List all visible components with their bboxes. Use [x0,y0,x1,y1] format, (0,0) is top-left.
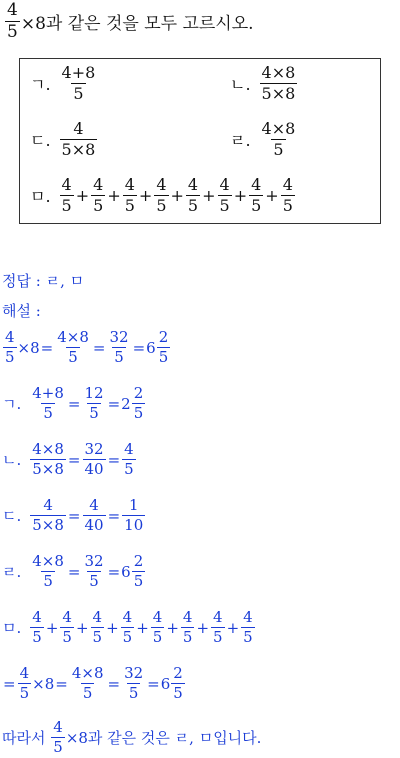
explanation-e-plus: + [226,618,240,637]
explanation-e-plus: + [136,618,149,637]
option-e-plus: + [107,186,121,205]
answer-line: 정답 : ㄹ, ㅁ [2,272,85,290]
option-e-plus: + [265,186,279,205]
explanation-e-term: $\frac{4}{5}$ [92,608,103,646]
explanation-b: ㄴ. $\frac{4\times 8}{5\times 8}$ = $\frac{32}{40}$ = $\frac{4}{5}$ [2,440,134,478]
explanation-e-term: $\frac{4}{5}$ [213,608,223,646]
question-suffix: ×8과 같은 것을 모두 고르시오. [20,14,254,34]
option-e-term: $\frac{4}{5}$ [93,175,104,215]
explanation-main: $\frac{4}{5}$ ×8 = $\frac{4\times 8}{5}$ = $\frac{32}{5}$ = 6 $\frac{2}{5}$ [5,328,169,366]
question-text [4,2,254,41]
explanation-e-plus: + [106,618,119,637]
explanation-e-term: $\frac{4}{5}$ [62,608,72,646]
explanation-e: ㅁ. $\frac{4}{5}$ + $\frac{4}{5}$ + $\frac{4}{5}$ + $\frac{4}{5}$ + $\frac{4}{5}$ + $\frac{4}{5}$ + $\frac{4}{5}$ + $\frac{4}{5}$ [2,608,253,646]
option-e-term: $\frac{4}{5}$ [124,175,135,215]
explanation-e-result: = $\frac{4}{5}$ ×8 = $\frac{4\times 8}{5}$ = $\frac{32}{5}$ = 6 $\frac{2}{5}$ [3,664,183,702]
options-box [19,58,381,224]
explanation-a: ㄱ. $\frac{4+8}{5}$ = $\frac{12}{5}$ = 2 $\frac{2}{5}$ [2,384,144,422]
question-fraction: $\frac{4}{5}$ [7,0,18,42]
option-e-term: $\frac{4}{5}$ [282,175,293,215]
explanation-e-term: $\frac{4}{5}$ [152,608,163,646]
explanation-d: ㄹ. $\frac{4\times 8}{5}$ = $\frac{32}{5}$ = 6 $\frac{2}{5}$ [2,552,144,590]
option-c: ㄷ. $\frac{4}{5\times 8}$ [30,119,96,159]
explanation-e-term: $\frac{4}{5}$ [243,608,253,646]
explanation-e-plus: + [75,618,89,637]
option-e-term: $\frac{4}{5}$ [251,175,262,215]
explanation-e-plus: + [166,618,179,637]
option-e-term: $\frac{4}{5}$ [187,175,199,215]
explanation-e-plus: + [45,618,59,637]
explanation-e-plus: + [196,618,210,637]
explanation-e-term: $\frac{4}{5}$ [182,608,193,646]
option-e-plus: + [170,186,184,205]
explanation-e-term: $\frac{4}{5}$ [32,608,42,646]
option-e-term: $\frac{4}{5}$ [219,175,230,215]
option-e-term: $\frac{4}{5}$ [156,175,167,215]
explanation-c: ㄷ. $\frac{4}{5\times 8}$ = $\frac{4}{40}$ = $\frac{1}{10}$ [2,496,144,534]
option-e-plus: + [138,186,153,205]
option-e-plus: + [75,186,90,205]
option-a: ㄱ. $\frac{4+8}{5}$ [30,63,96,103]
option-e-plus: + [202,186,216,205]
option-d: ㄹ. $\frac{4\times 8}{5}$ [230,119,296,159]
conclusion-line: 따라서 $\frac{4}{5}$ ×8과 같은 것은 ㄹ, ㅁ입니다. [2,718,262,756]
explanation-e-term: $\frac{4}{5}$ [122,608,133,646]
explanation-label: 해설 : [2,302,41,320]
option-b: ㄴ. $\frac{4\times 8}{5\times 8}$ [230,63,296,103]
option-e-plus: + [233,186,248,205]
option-e-term: $\frac{4}{5}$ [61,175,72,215]
option-e: ㅁ. $\frac{4}{5}$ + $\frac{4}{5}$ + $\frac{4}{5}$ + $\frac{4}{5}$ + $\frac{4}{5}$ + $\frac{4}{5}$ + $\frac{4}{5}$ + $\frac{4}{5}$ [30,175,293,215]
